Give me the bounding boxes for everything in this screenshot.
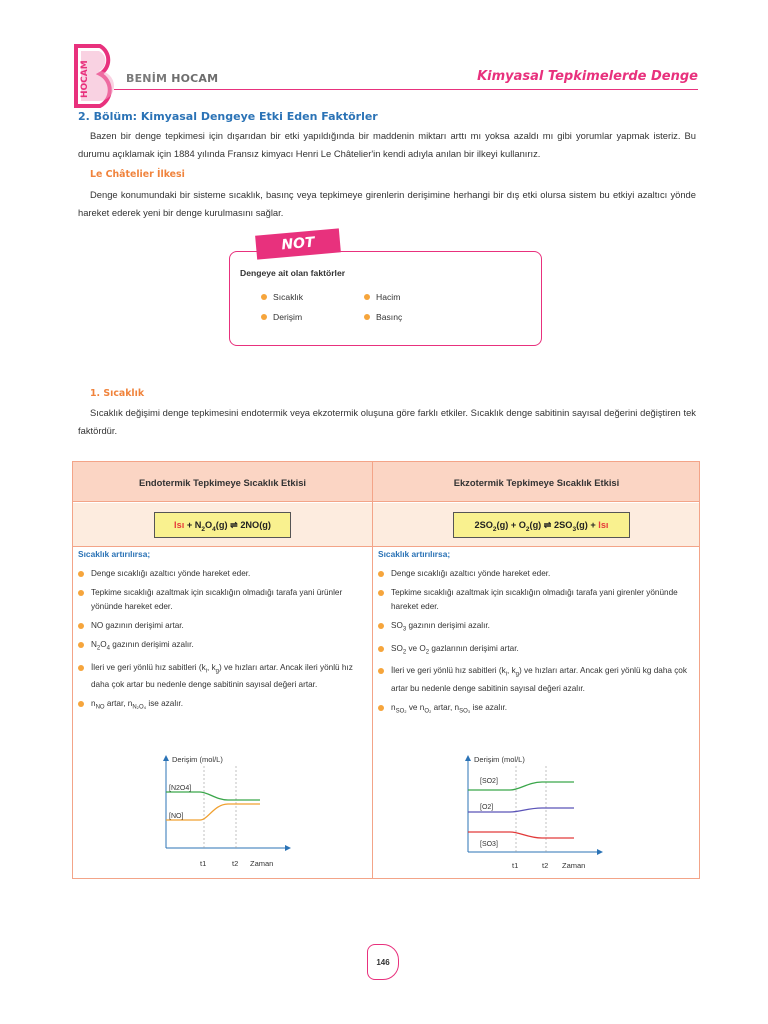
exothermic-header: Ekzotermik Tepkimeye Sıcaklık Etkisi (453, 477, 620, 488)
bullet-dot (378, 705, 384, 711)
intro-text: Bazen bir denge tepkimesi için dışarıdan bir etki yapıldığında bir maddenin miktarı arttı mı yoksa azaldı mı gibi yorumlar yapmak isteriz. Bu durumu açıklamak için 1884 yılında Fransız kimyacı Henri Le Châtelier'in kendi adıyla anılan bir ilkeyi kullanırız. (78, 130, 696, 159)
endothermic-concentration-graph (156, 752, 296, 874)
header-divider (114, 89, 698, 90)
subscript: NO (95, 704, 105, 711)
list-item (378, 664, 694, 696)
subscript: O₂ (424, 708, 432, 715)
list-item-text: Denge sıcaklığı azaltıcı yönde hareket eder. (391, 569, 551, 578)
y-axis-label: Derişim (mol/L) (172, 755, 223, 764)
list-item-text: ise azalır. (146, 699, 183, 709)
page-number: 146 (367, 944, 399, 980)
list-item-text: gazının derişimi azalır. (406, 621, 490, 630)
subscript: 3 (402, 626, 407, 633)
list-item-text: , k (207, 662, 216, 672)
subscript: 2 (96, 645, 101, 652)
list-item-text: , k (507, 666, 516, 676)
list-item-text: ve n (406, 702, 425, 712)
bullet-dot (364, 314, 370, 320)
note-item-label: Derişim (273, 312, 303, 322)
bullet-dot (78, 665, 84, 671)
exothermic-equation (453, 512, 630, 538)
list-item-text: ve O (406, 643, 426, 653)
table-header-row (73, 462, 699, 502)
section-title: 2. Bölüm: Kimyasal Dengeye Etki Eden Faktörler (78, 110, 378, 123)
list-item-text: O (100, 640, 107, 649)
note-heading: Dengeye ait olan faktörler (240, 268, 346, 278)
equation-row (73, 503, 699, 547)
so2-label: [SO2] (480, 778, 498, 785)
eq-part: O (205, 520, 213, 530)
bullet-dot (378, 623, 384, 629)
list-item-text: ) ve hızları artar. Ancak geri yönlü kg daha çok artar bu nedenle denge sabitinin sayısal değeri azalır. (391, 666, 687, 693)
subscript: 4 (106, 645, 110, 652)
principle-text: Denge konumundaki bir sisteme sıcaklık, basınç veya tepkimeye girenlerin derişimine herhangi bir dış etki olursa sistem bu etkiyi azaltıcı yönde hareket ederek yeni bir denge kurulmasını sağlar. (78, 189, 696, 218)
brand-name (126, 72, 218, 85)
t2-label: t2 (542, 861, 549, 870)
list-item (378, 642, 694, 660)
note-item (364, 292, 400, 302)
document-title: Kimyasal Tepkimelerde Denge (477, 69, 698, 84)
bullet-dot (378, 590, 384, 596)
list-item (78, 661, 368, 693)
note-item-label: Basınç (376, 312, 403, 322)
t2-label: t2 (232, 859, 239, 868)
bullet-dot (364, 294, 370, 300)
list-item (378, 619, 694, 637)
note-item-label: Sıcaklık (273, 292, 304, 302)
brand-part1: BENİM (126, 72, 168, 85)
bullet-dot (378, 668, 384, 674)
eq-subscript: 3 (572, 525, 577, 533)
temperature-text: Sıcaklık değişimi denge tepkimesini endotermik veya ekzotermik oluşuna göre farklı etkiler. Sıcaklık denge sabitinin sayısal değerini değiştiren tek faktördür. (78, 407, 696, 436)
eq-part: (g) ⇌ 2SO (529, 520, 573, 530)
exothermic-concentration-graph (458, 752, 608, 874)
list-item-text: ise azalır. (470, 702, 508, 712)
list-item-text: Tepkime sıcaklığı azaltmak için sıcaklığın olmadığı tarafa yani girenler yönünde hareket eder. (391, 588, 678, 611)
note-item (261, 312, 302, 322)
temperature-heading: 1. Sıcaklık (90, 388, 145, 399)
subscript: 2 (402, 649, 407, 656)
intro-paragraph (78, 127, 696, 163)
list-item-text: Tepkime sıcaklığı azaltmak için sıcaklığın olmadığı tarafa yani ürünler yönünde hareket eder. (91, 588, 343, 611)
t1-label: t1 (200, 859, 207, 868)
endothermic-column (78, 547, 368, 720)
heat-term: Isı (598, 520, 609, 530)
list-item-text: n (91, 699, 96, 709)
principle-paragraph (78, 186, 696, 222)
bullet-dot (78, 642, 84, 648)
endothermic-equation (154, 512, 291, 538)
benim-hocam-logo (70, 40, 124, 110)
subscript: SO₂ (395, 708, 407, 715)
eq-part: (g) ⇌ 2NO(g) (215, 520, 271, 530)
subscript: 2 (425, 649, 430, 656)
list-item (78, 638, 368, 656)
eq-part: 2SO (474, 520, 493, 530)
n2o4-label: [N2O4] (169, 785, 192, 792)
column-intro: Sıcaklık artırılırsa; (78, 549, 151, 559)
o2-label: [O2] (480, 804, 494, 811)
le-chatelier-heading: Le Châtelier İlkesi (90, 169, 185, 180)
list-item (78, 697, 368, 715)
eq-part: (g) + O (496, 520, 526, 530)
bullet-dot (378, 571, 384, 577)
y-axis-label: Derişim (mol/L) (474, 755, 525, 764)
bullet-dot (261, 314, 267, 320)
list-item (378, 586, 694, 614)
list-item (78, 586, 368, 614)
subscript: SO₃ (459, 708, 471, 715)
list-item-text: İleri ve geri yönlü hız sabitleri (k (91, 662, 206, 672)
note-item-label: Hacim (376, 292, 401, 302)
note-item (261, 292, 303, 302)
heat-term: Isı (174, 520, 185, 530)
column-intro: Sıcaklık artırılırsa; (378, 549, 451, 559)
subscript: i (505, 671, 508, 678)
t1-label: t1 (512, 861, 519, 870)
eq-part: + N (184, 520, 202, 530)
eq-subscript: 2 (525, 525, 530, 533)
bullet-dot (78, 623, 84, 629)
list-item-text: gazının derişimi azalır. (109, 640, 194, 649)
n2o4-curve (166, 792, 260, 800)
so3-label: [SO3] (480, 841, 498, 848)
exothermic-column (378, 547, 694, 724)
x-axis-label: Zaman (250, 859, 274, 868)
bullet-dot (78, 590, 84, 596)
list-item (78, 619, 368, 633)
list-item (378, 567, 694, 581)
list-item-text: artar, n (104, 699, 133, 709)
subscript: g (515, 671, 520, 678)
list-item-text: artar, n (431, 702, 460, 712)
list-item-text: SO (391, 621, 403, 630)
bullet-dot (378, 646, 384, 652)
so3-curve (468, 832, 574, 838)
list-item-text: İleri ve geri yönlü hız sabitleri (k (391, 666, 506, 676)
logo-text: HOCAM (80, 60, 90, 98)
table-column-divider (372, 462, 373, 878)
list-item-text: N (91, 640, 97, 649)
list-item-text: Denge sıcaklığı azaltıcı yönde hareket eder. (91, 569, 251, 578)
eq-part: (g) + (576, 520, 599, 530)
subscript: i (205, 668, 208, 675)
list-item (78, 567, 368, 581)
bullet-dot (261, 294, 267, 300)
list-item-text: gazlarının derişimi artar. (429, 643, 519, 653)
list-item-text: SO (391, 643, 403, 653)
note-item (364, 312, 402, 322)
eq-subscript: 4 (212, 525, 216, 533)
list-item-text: NO gazının derişimi artar. (91, 621, 184, 630)
endothermic-header: Endotermik Tepkimeye Sıcaklık Etkisi (138, 477, 307, 488)
x-axis-label: Zaman (562, 861, 586, 870)
note-tag: NOT (255, 228, 341, 259)
list-item (378, 701, 694, 719)
eq-subscript: 2 (201, 525, 205, 533)
brand-part2: HOCAM (171, 72, 219, 85)
eq-subscript: 2 (492, 525, 497, 533)
bullet-dot (78, 571, 84, 577)
list-item-text: ) ve hızları artar. Ancak ileri yönlü hız daha çok artar bu nedenle denge sabitinin sayısal değeri artar. (91, 662, 353, 690)
list-item-text: n (391, 702, 396, 712)
subscript: N₂O₄ (132, 704, 147, 711)
subscript: g (215, 668, 220, 675)
temperature-paragraph (78, 404, 696, 440)
no-label: [NO] (169, 813, 184, 820)
bullet-dot (78, 701, 84, 707)
